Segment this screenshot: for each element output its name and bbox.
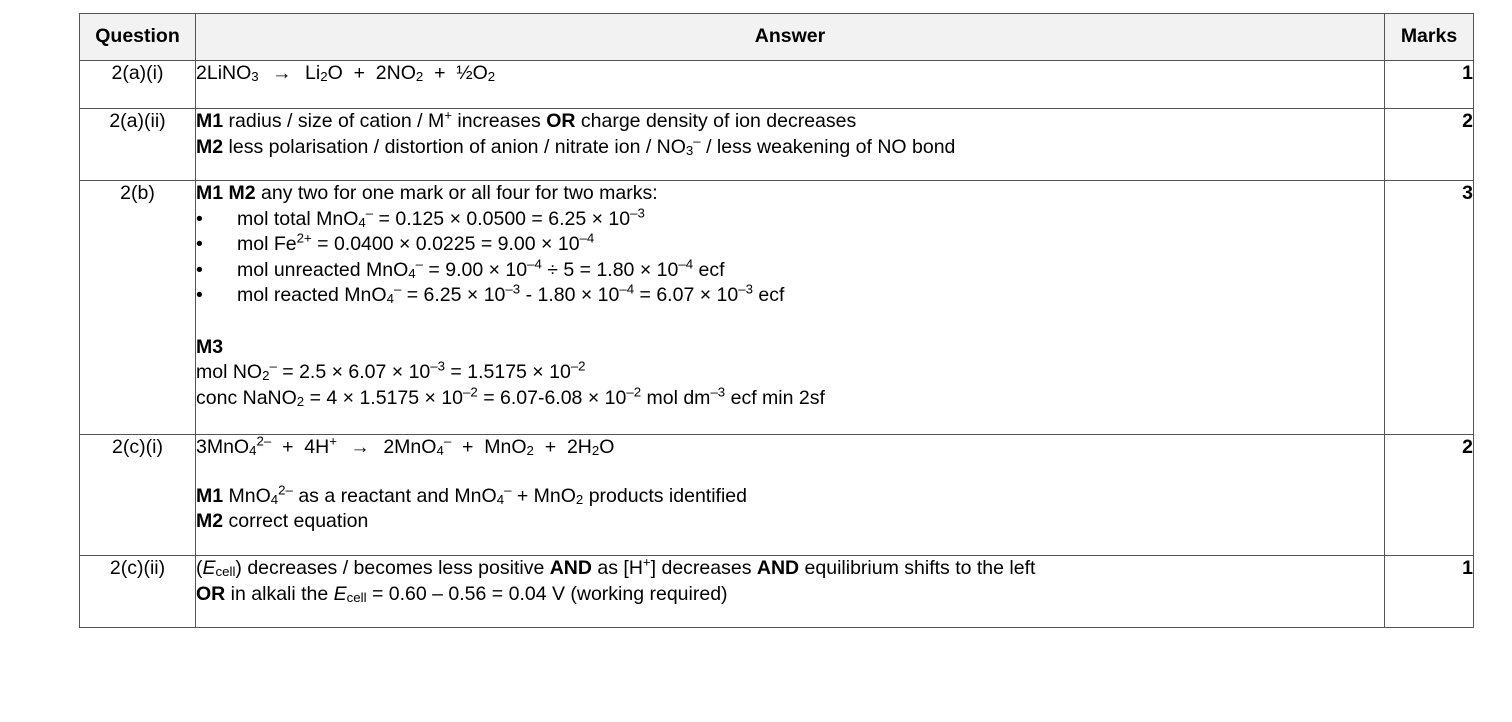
bullet-item: • mol $Fe^{2+} = 0.0400 \times 0.0225 = 9.00 \times 10^{-4}$ [196,230,595,255]
header-marks: Marks [1385,14,1474,61]
answer-line: M1 M2 any two for one mark or all four for two marks: [196,182,658,204]
header-answer: Answer [196,14,1385,61]
answer-cell [196,556,1385,628]
equation-line: 2LiNO$_3$ → $Li_2O + 2NO_2$ + $\frac{1}{2}O_2$ [196,62,496,84]
answer-line: M2 less polarisation / distortion of anion / nitrate ion / $NO_3^-$ / less weakening of NO bond [196,133,956,158]
table-row [80,435,1474,556]
answer-line: M1 MnO$_4^{2-}$ as a reactant and MnO$_4$– + MnO$_2$ products identified [196,482,747,507]
marks-cell: 2 [1385,435,1474,556]
answer-line: conc NaNO$_2$ = $4 \times 1.5175 \times 10^{-2} = 6.07-6.08 \times 10^{-2}$ mol $dm^{-3}$ ecf min 2sf [196,384,825,409]
question-cell: 2(c)(i) [80,435,196,556]
answer-line: $(E_{cell})$ decreases / becomes less positive AND as [H+] decreases AND equilibrium shifts to the left [196,554,1036,579]
question-cell: 2(a)(ii) [80,109,196,181]
header-question: Question [80,14,196,61]
marks-cell: 1 [1385,556,1474,628]
answer-cell [196,109,1385,181]
answer-line: M3 [196,335,224,358]
answer-line: mol $NO_2^- = 2.5 \times 6.07 \times 10^{-3} = 1.5175 \times 10^{-2}$ [196,358,586,383]
answer-cell [196,61,1385,109]
mark-scheme-table [79,13,1474,628]
table-row [80,181,1474,435]
question-cell: 2(a)(i) [80,61,196,109]
bullet-item: • mol unreacted $MnO_4^- = 9.00 \times 10^{-4} \div 5 = 1.80 \times 10^{-4}$ ecf [196,256,725,281]
marks-cell: 3 [1385,181,1474,435]
answer-line: M2 correct equation [196,510,369,532]
question-cell: 2(b) [80,181,196,435]
table-row [80,109,1474,181]
bullet-item: • mol reacted $MnO_4^- = 6.25 \times 10^{-3} - 1.80 \times 10^{-4} = 6.07 \times 10^{-3}$ ecf [196,281,785,306]
answer-cell [196,435,1385,556]
table-row [80,556,1474,628]
answer-line: M1 radius / size of cation / M+ increases OR charge density of ion decreases [196,107,857,132]
header-row [80,14,1474,61]
marks-cell: 2 [1385,109,1474,181]
bullet-item: • mol total $MnO_4^- = 0.125 \times 0.0500 = 6.25 \times 10^{-3}$ [196,205,645,230]
answer-cell [196,181,1385,435]
answer-line: OR in alkali the $E_{cell} = 0.60 - 0.56 = 0.04$ V (working required) [196,582,728,605]
question-cell: 2(c)(ii) [80,556,196,628]
marks-cell: 1 [1385,61,1474,109]
table-row [80,61,1474,109]
equation-line: $3MnO_4^{2-} + 4H^+ \to 2MnO_4^- + MnO_2 + 2H_2O$ [196,433,615,458]
